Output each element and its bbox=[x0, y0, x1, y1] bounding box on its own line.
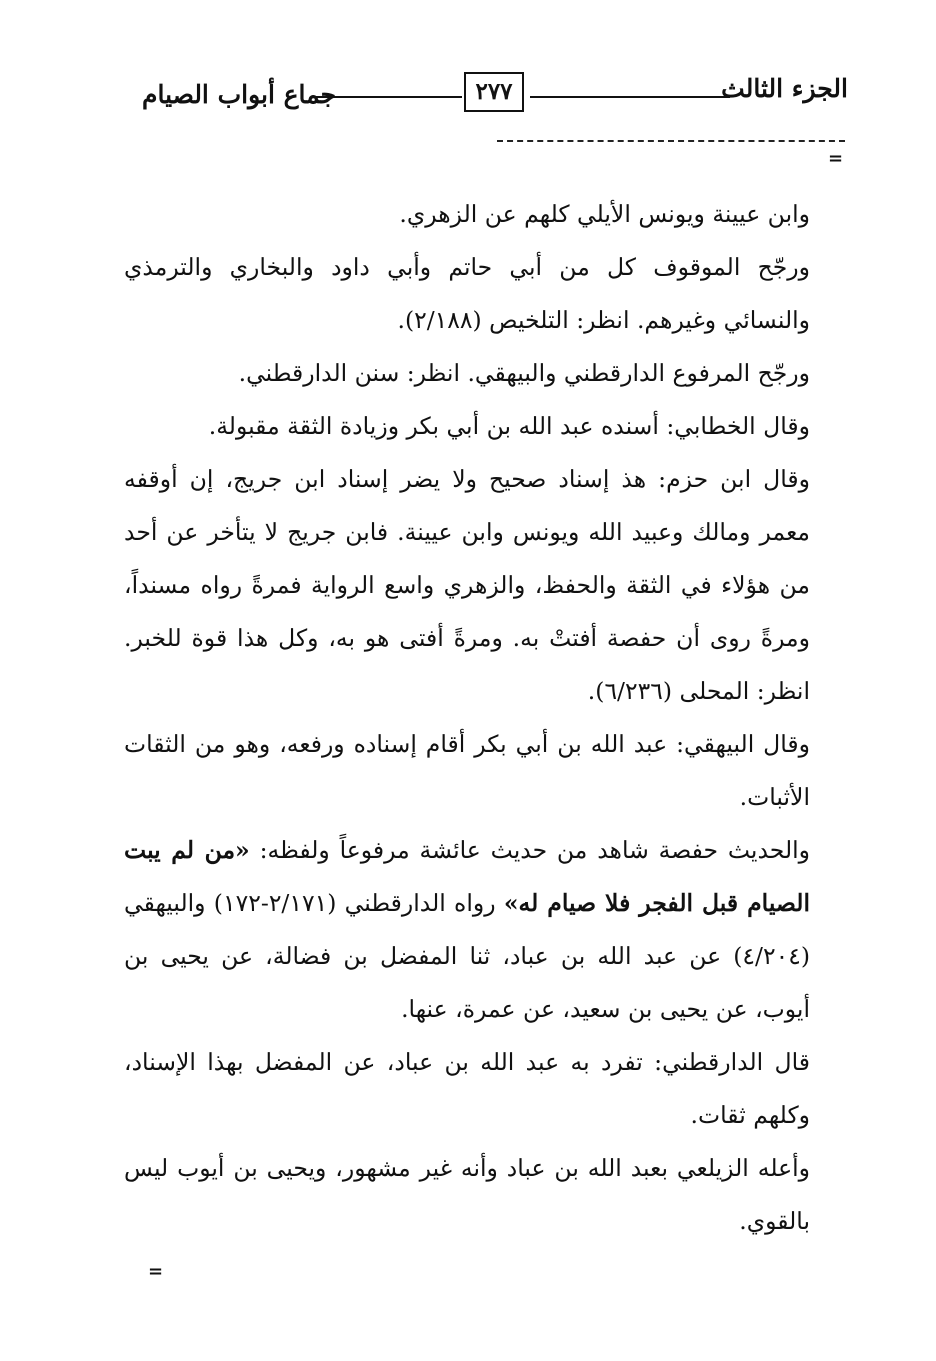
paragraph: وقال ابن حزم: هذ إسناد صحيح ولا يضر إسناد ابن جريج، إن أوقفه معمر ومالك وعبيد الله ويونس وابن عيينة. فابن جريج لا يتأخر عن أحد من هؤلاء في الثقة والحفظ، والزهري واسع الرواية فمرةً رواه مسنداً، ومرةً روى أن حفصة أفتتْ به. ومرةً أفتى هو به، وكل هذا قوة للخبر. انظر: المحلى (٦/٢٣٦). bbox=[124, 465, 810, 705]
paragraph-hadith bbox=[124, 824, 810, 1036]
footnote-separator bbox=[497, 140, 845, 142]
paragraph: ورجّح الموقوف كل من أبي حاتم وأبي داود والبخاري والترمذي والنسائي وغيرهم. انظر: التلخيص (٢/١٨٨). bbox=[124, 253, 810, 334]
header-rule-right bbox=[530, 96, 730, 98]
paragraph: ورجّح المرفوع الدارقطني والبيهقي. انظر: سنن الدارقطني. bbox=[238, 359, 810, 387]
hadith-citation: رواه الدارقطني (٢/١٧١-١٧٢) والبيهقي (٤/٢٠٤) عن عبد الله بن عباد، ثنا المفضل بن فضالة، عن يحيى بن أيوب، عن يحيى بن سعيد، عن عمرة، عنها. bbox=[124, 889, 810, 1023]
volume-label: الجزء الثالث bbox=[721, 74, 848, 103]
hadith-intro: والحديث حفصة شاهد من حديث عائشة مرفوعاً ولفظه: bbox=[249, 836, 810, 864]
paragraph: قال الدارقطني: تفرد به عبد الله بن عباد، عن المفضل بهذا الإسناد، وكلهم ثقات. bbox=[124, 1048, 810, 1129]
paragraph: وابن عيينة ويونس الأيلي كلهم عن الزهري. bbox=[399, 200, 810, 228]
paragraph: وقال الخطابي: أسنده عبد الله بن أبي بكر وزيادة الثقة مقبولة. bbox=[208, 412, 810, 440]
paragraph: وقال البيهقي: عبد الله بن أبي بكر أقام إسناده ورفعه، وهو من الثقات الأثبات. bbox=[124, 730, 810, 811]
paragraph: وأعله الزيلعي بعبد الله بن عباد وأنه غير مشهور، ويحيى بن أيوب ليس بالقوي. bbox=[124, 1154, 810, 1235]
continuation-mark-top: = bbox=[828, 148, 844, 169]
footnote-body bbox=[124, 188, 810, 1248]
continuation-mark-bottom: = bbox=[148, 1261, 164, 1282]
hadith-quote: «من لم يبت الصيام قبل الفجر فلا صيام له» bbox=[124, 836, 810, 917]
page-number: ٢٧٧ bbox=[464, 72, 524, 112]
chapter-title: جماع أبواب الصيام bbox=[142, 80, 337, 109]
